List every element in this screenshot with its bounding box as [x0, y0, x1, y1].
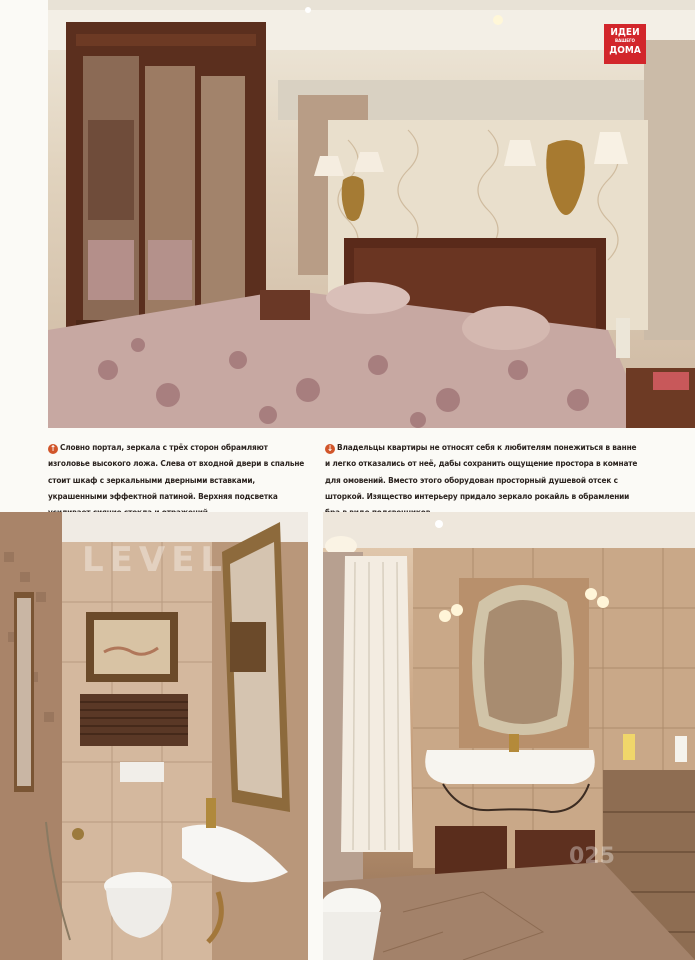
- caption-bathroom: [325, 439, 640, 520]
- watermark-wc: LEVEL: [82, 540, 229, 580]
- arrow-up-icon: ↑: [48, 444, 58, 454]
- arrow-down-icon: ↓: [325, 444, 335, 454]
- watermark-bath: 025: [569, 844, 615, 869]
- caption-bedroom-text: Словно портал, зеркала с трёх сторон обрамляют изголовье высокого ложа. Слева от входной двери в спальне стоит шкаф с зеркальными дверными вставками, украшенными эффектной патиной. Верхняя подсветка: [48, 442, 305, 501]
- toilet-room-photo: [0, 512, 308, 960]
- bedroom-photo: [48, 0, 695, 428]
- logo-line3: ДОМА: [609, 45, 641, 56]
- magazine-logo: [604, 24, 646, 64]
- logo-line2: ВАШЕГО: [614, 39, 635, 44]
- caption-bedroom: [48, 439, 310, 520]
- logo-line1: ИДЕИ: [610, 27, 640, 38]
- caption-bathroom-text: Владельцы квартиры не относят себя к любителям понежиться в ванне и легко отказались от неё, дабы сохранить ощущение простора в комнате для омовений. Вместо этого оборудован просторный душевой отсек с шторкой. Изящество интерьеру придало зеркало рокайль в обрамлении: [325, 442, 638, 501]
- bathroom-photo: [323, 512, 695, 960]
